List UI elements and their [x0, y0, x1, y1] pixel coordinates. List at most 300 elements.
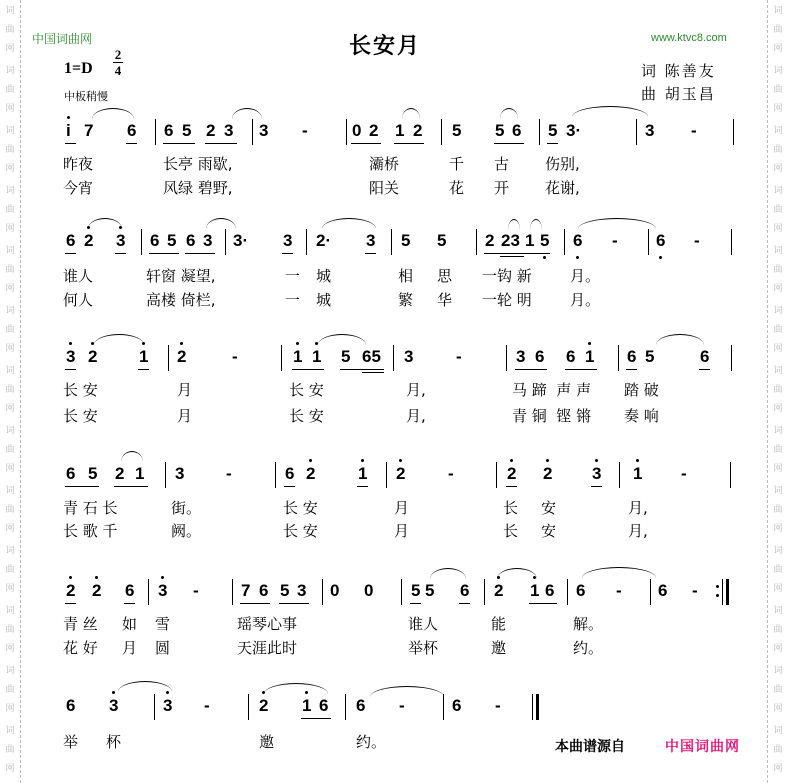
watermark-glyph: 曲 — [773, 325, 783, 335]
watermark-glyph: 网 — [5, 404, 15, 414]
lyric-v2: 长 — [503, 522, 519, 540]
underline-double — [500, 256, 524, 257]
note: 2 — [494, 581, 504, 600]
site-url: www.ktvc8.com — [651, 32, 727, 44]
lyric-v2: 长 安 — [283, 522, 318, 540]
note: - — [612, 231, 618, 250]
barline — [165, 462, 166, 488]
note: 5 — [452, 121, 462, 140]
lyric-v1: 街。 — [171, 499, 202, 517]
note: 5 — [540, 231, 550, 250]
lyric-v2: 高楼 倚栏, — [146, 291, 216, 309]
note: 3 — [224, 121, 234, 140]
note: 5 — [280, 581, 290, 600]
lyric-v1: 解。 — [573, 615, 604, 633]
lyric-v1: 月, — [628, 499, 648, 517]
watermark-glyph: 词 — [5, 66, 15, 76]
watermark-glyph: 词 — [5, 486, 15, 496]
watermark-glyph: 网 — [5, 764, 15, 774]
lyricist-credit: 词 陈善友 — [641, 62, 716, 80]
note: 5 — [411, 581, 421, 600]
watermark-glyph: 曲 — [5, 565, 15, 575]
note: 1 — [312, 347, 322, 366]
underline — [279, 603, 309, 604]
note: - — [692, 581, 698, 600]
watermark-glyph: 词 — [773, 546, 783, 556]
watermark-glyph: 词 — [773, 366, 783, 376]
watermark-glyph: 词 — [773, 486, 783, 496]
watermark-glyph: 曲 — [5, 745, 15, 755]
lyric-v2: 月, — [406, 407, 426, 425]
note: 1 — [139, 347, 149, 366]
note: 6 — [356, 696, 366, 715]
lyric-v1: 城 — [316, 267, 332, 285]
watermark-glyph: 网 — [5, 104, 15, 114]
note: 2 — [84, 231, 94, 250]
watermark-glyph: 曲 — [5, 25, 15, 35]
note: 6 — [66, 231, 76, 250]
lyric-v2: 月 — [122, 639, 138, 657]
watermark-glyph: 曲 — [773, 145, 783, 155]
source-site-link[interactable]: 中国词曲网 — [665, 739, 740, 755]
slur — [500, 108, 518, 119]
lyric-v2: 花谢, — [545, 179, 580, 197]
lyric-v2: 青 铜 铿 锵 — [512, 407, 592, 425]
lyric-v1: 灞桥 — [369, 155, 400, 173]
note: 2 — [92, 581, 102, 600]
lyric-v2: 何人 — [63, 291, 94, 309]
tie — [572, 106, 648, 117]
note: 2 — [206, 121, 216, 140]
watermark-glyph: 曲 — [773, 445, 783, 455]
note: 6 — [66, 696, 76, 715]
barline — [650, 579, 651, 605]
watermark-glyph: 词 — [773, 6, 783, 16]
underline — [282, 253, 293, 254]
note: - — [302, 121, 308, 140]
underline — [459, 603, 470, 604]
note: 0 — [352, 121, 362, 140]
note: 1 — [395, 121, 405, 140]
underline — [163, 143, 195, 144]
barline — [441, 119, 442, 145]
lyric-v1: 谁人 — [408, 615, 439, 633]
lyric-v2: 邀 — [491, 639, 507, 657]
lyric-v2: 月, — [628, 522, 648, 540]
watermark-glyph: 网 — [773, 164, 783, 174]
watermark-glyph: 曲 — [5, 325, 15, 335]
lyric-v1: 谁人 — [63, 267, 94, 285]
lyric-v1: 古 — [494, 155, 510, 173]
underline — [205, 143, 237, 144]
barline — [141, 229, 142, 255]
note: - — [232, 347, 238, 366]
meter-bottom: 4 — [114, 63, 122, 78]
watermark-glyph: 网 — [773, 284, 783, 294]
underline — [65, 486, 99, 487]
underline — [292, 369, 324, 370]
lyric-v2: 天涯此时 — [237, 639, 298, 657]
watermark-glyph: 网 — [773, 584, 783, 594]
note: 6 — [545, 581, 555, 600]
note: 6 — [452, 696, 462, 715]
watermark-glyph: 词 — [5, 126, 15, 136]
lyric-v1: 昨夜 — [63, 155, 94, 173]
note: 2 — [88, 347, 98, 366]
barline — [733, 119, 734, 145]
watermark-glyph: 曲 — [5, 385, 15, 395]
lyric-v1: 长 安 — [289, 381, 324, 399]
tie — [370, 686, 444, 697]
barline — [281, 345, 282, 371]
underline — [529, 603, 557, 604]
barline — [275, 462, 276, 488]
note: 5 — [88, 464, 98, 483]
watermark-glyph: 网 — [5, 524, 15, 534]
note: 3 — [116, 231, 126, 250]
lyric-v2: 城 — [316, 291, 332, 309]
watermark-glyph: 曲 — [773, 385, 783, 395]
lyric-v1: 邀 — [259, 733, 275, 751]
note: - — [681, 464, 687, 483]
watermark-glyph: 网 — [773, 224, 783, 234]
lyric-v1: 青 石 长 — [63, 499, 118, 517]
note: 5 — [495, 121, 505, 140]
barline — [225, 229, 226, 255]
watermark-glyph: 词 — [5, 246, 15, 256]
note: 1 — [293, 347, 303, 366]
barline — [248, 694, 249, 720]
lyric-v1: 月 — [394, 499, 410, 517]
left-watermark-strip — [0, 0, 21, 783]
watermark-glyph: 词 — [773, 126, 783, 136]
watermark-glyph: 网 — [5, 164, 15, 174]
barline — [393, 345, 394, 371]
underline — [494, 143, 524, 144]
barline — [346, 119, 347, 145]
note: 23 — [501, 231, 520, 250]
lyric-v2: 长 安 — [289, 407, 324, 425]
watermark-glyph: 网 — [5, 224, 15, 234]
note: 3 — [259, 121, 269, 140]
note: 1 — [585, 347, 595, 366]
lyric-v1: 千 — [449, 155, 465, 173]
note: 2 — [396, 464, 406, 483]
underline — [284, 486, 295, 487]
watermark-glyph: 网 — [773, 404, 783, 414]
slur — [264, 683, 328, 694]
underline — [115, 253, 126, 254]
barline — [496, 462, 497, 488]
watermark-glyph: 词 — [5, 366, 15, 376]
watermark-glyph: 词 — [773, 306, 783, 316]
watermark-glyph: 词 — [5, 306, 15, 316]
lyric-v1: 长亭 雨歇, — [163, 155, 233, 173]
note: 5 — [645, 347, 655, 366]
lyric-v1: 青 丝 — [63, 615, 98, 633]
slur — [508, 219, 520, 230]
slur — [232, 108, 262, 119]
underline — [301, 718, 331, 719]
note: 2· — [316, 231, 332, 250]
note: 6 — [656, 231, 666, 250]
lyric-v1: 思 — [437, 267, 453, 285]
underline — [340, 369, 384, 370]
note: 6 — [150, 231, 160, 250]
note: 2 — [66, 581, 76, 600]
note: 1 — [358, 464, 368, 483]
note: - — [456, 347, 462, 366]
lyric-v1: 如 — [122, 615, 138, 633]
lyric-v1: 举 — [63, 733, 79, 751]
barline — [401, 579, 402, 605]
note: 2 — [543, 464, 553, 483]
watermark-glyph: 词 — [773, 66, 783, 76]
barline — [567, 579, 568, 605]
watermark-glyph: 网 — [773, 644, 783, 654]
barline — [386, 462, 387, 488]
underline — [65, 369, 76, 370]
watermark-glyph: 网 — [773, 704, 783, 714]
slur — [318, 334, 366, 345]
watermark-glyph: 曲 — [5, 505, 15, 515]
note: 1 — [135, 464, 145, 483]
slur — [402, 108, 420, 119]
watermark-glyph: 词 — [773, 246, 783, 256]
barline — [506, 345, 507, 371]
meter-top: 2 — [114, 47, 122, 62]
lyric-v1: 轩窗 凝望, — [146, 267, 216, 285]
note: 5 — [425, 581, 435, 600]
watermark-glyph: 曲 — [5, 625, 15, 635]
watermark-glyph: 词 — [773, 606, 783, 616]
note: 3 — [297, 581, 307, 600]
watermark-glyph: 网 — [773, 764, 783, 774]
lyric-v1: 一钩 新 — [482, 267, 532, 285]
lyric-v2: 风绿 碧野, — [163, 179, 233, 197]
watermark-glyph: 网 — [773, 104, 783, 114]
song-title: 长安月 — [349, 33, 422, 59]
note: 6 — [700, 347, 710, 366]
underline — [410, 603, 421, 604]
barline — [443, 694, 444, 720]
note: 3 — [66, 347, 76, 366]
note: 6 — [164, 121, 174, 140]
note: 3· — [566, 121, 582, 140]
note: 3· — [233, 231, 249, 250]
lyric-v1: 月。 — [570, 267, 601, 285]
lyric-v2: 安 — [541, 522, 557, 540]
note: 3 — [158, 581, 168, 600]
barline — [636, 119, 637, 145]
note: 6 — [186, 231, 196, 250]
note: - — [226, 464, 232, 483]
barline — [252, 119, 253, 145]
note: 3 — [283, 231, 293, 250]
lyric-v2: 繁 — [398, 291, 414, 309]
underline — [547, 143, 558, 144]
lyric-v2: 花 好 — [63, 639, 98, 657]
watermark-glyph: 网 — [5, 344, 15, 354]
underline — [506, 486, 517, 487]
slur — [121, 451, 143, 462]
underline — [365, 253, 376, 254]
note: 6 — [512, 121, 522, 140]
note: 1 — [530, 581, 540, 600]
note: 6 — [658, 581, 668, 600]
watermark-glyph: 词 — [5, 666, 15, 676]
watermark-glyph: 词 — [5, 186, 15, 196]
note: 7 — [241, 581, 251, 600]
note: 1 — [633, 464, 643, 483]
note: 7 — [84, 121, 94, 140]
underline — [515, 369, 547, 370]
note: 6 — [573, 231, 583, 250]
barline — [618, 345, 619, 371]
note: 3 — [366, 231, 376, 250]
lyric-v1: 月, — [406, 381, 426, 399]
underline — [65, 603, 76, 604]
note: 5 — [401, 231, 411, 250]
note: 2 — [507, 464, 517, 483]
underline — [149, 253, 179, 254]
note: 5 — [182, 121, 192, 140]
watermark-glyph: 词 — [5, 546, 15, 556]
watermark-glyph: 词 — [773, 726, 783, 736]
lyric-v2: 约。 — [573, 639, 604, 657]
watermark-glyph: 网 — [773, 524, 783, 534]
underline — [357, 486, 368, 487]
lyric-v2: 花 — [449, 179, 465, 197]
note: 6 — [319, 696, 329, 715]
barline — [730, 462, 731, 488]
note: 6 — [460, 581, 470, 600]
underline — [240, 603, 270, 604]
barline — [731, 229, 732, 255]
watermark-glyph: 词 — [773, 186, 783, 196]
lyric-v1: 约。 — [356, 733, 387, 751]
note: 3 — [163, 696, 173, 715]
lyric-v1: 月 — [177, 381, 193, 399]
underline — [185, 253, 215, 254]
note: 3 — [175, 464, 185, 483]
note: 6 — [259, 581, 269, 600]
note: 5 — [341, 347, 351, 366]
watermark-glyph: 曲 — [773, 205, 783, 215]
note: 6 — [566, 347, 576, 366]
slur — [530, 219, 542, 230]
slur — [94, 334, 144, 345]
note: - — [616, 581, 622, 600]
note: 2 — [306, 464, 316, 483]
note: - — [204, 696, 210, 715]
lyric-v1: 一 — [285, 267, 301, 285]
lyric-v2: 月 — [177, 407, 193, 425]
tempo-marking: 中板稍慢 — [64, 90, 108, 103]
source-label: 本曲谱源自 — [555, 739, 625, 755]
barline — [232, 579, 233, 605]
underline — [126, 143, 137, 144]
watermark-glyph: 曲 — [773, 685, 783, 695]
lyric-v1: 相 — [398, 267, 414, 285]
note: 3 — [109, 696, 119, 715]
watermark-glyph: 词 — [773, 666, 783, 676]
underline — [138, 369, 149, 370]
watermark-glyph: 网 — [773, 44, 783, 54]
watermark-glyph: 词 — [5, 606, 15, 616]
key-signature: 1=D — [64, 60, 93, 77]
lyric-v1: 踏 破 — [624, 381, 659, 399]
barline — [154, 694, 155, 720]
lyric-v2: 月 — [394, 522, 410, 540]
slur — [497, 568, 537, 579]
lyric-v2: 华 — [437, 291, 453, 309]
note: 6 — [576, 581, 586, 600]
note: 3 — [592, 464, 602, 483]
note: 0 — [330, 581, 340, 600]
lyric-v2: 一轮 明 — [482, 291, 532, 309]
barline — [484, 579, 485, 605]
note: 6 — [127, 121, 137, 140]
underline — [484, 253, 550, 254]
watermark-glyph: 曲 — [773, 85, 783, 95]
composer-credit: 曲 胡玉昌 — [641, 85, 716, 103]
tie — [578, 218, 656, 229]
note: - — [448, 464, 454, 483]
lyric-v1: 安 — [541, 499, 557, 517]
barline — [476, 229, 477, 255]
time-signature — [113, 47, 123, 78]
lyric-v2: 今宵 — [63, 179, 94, 197]
note: - — [193, 581, 199, 600]
note: 1 — [525, 231, 535, 250]
barline — [148, 579, 149, 605]
underline — [114, 486, 148, 487]
watermark-glyph: 网 — [5, 464, 15, 474]
watermark-glyph: 曲 — [5, 265, 15, 275]
tie — [322, 218, 376, 229]
lyric-v1: 杯 — [106, 733, 122, 751]
lyric-v1: 长 — [503, 499, 519, 517]
note: 6 — [627, 347, 637, 366]
note: 2 — [115, 464, 125, 483]
underline — [65, 143, 76, 144]
underline — [351, 143, 381, 144]
note: 2 — [413, 121, 423, 140]
site-name-logo: 中国词曲网 — [32, 32, 93, 46]
note: 6 — [535, 347, 545, 366]
watermark-glyph: 词 — [5, 426, 15, 436]
slur — [430, 568, 466, 579]
underline — [565, 369, 597, 370]
barline — [539, 119, 540, 145]
note: 5 — [437, 231, 447, 250]
barline — [306, 229, 307, 255]
slur — [206, 218, 236, 229]
barline — [322, 579, 323, 605]
note: - — [399, 696, 405, 715]
watermark-glyph: 词 — [5, 726, 15, 736]
note: 2 — [177, 347, 187, 366]
watermark-glyph: 词 — [773, 426, 783, 436]
barline — [564, 229, 565, 255]
watermark-glyph: 网 — [773, 464, 783, 474]
barline — [648, 229, 649, 255]
lyric-v2: 开 — [494, 179, 510, 197]
lyric-v1: 伤别, — [545, 155, 580, 173]
note: 0 — [364, 581, 374, 600]
barline — [619, 462, 620, 488]
